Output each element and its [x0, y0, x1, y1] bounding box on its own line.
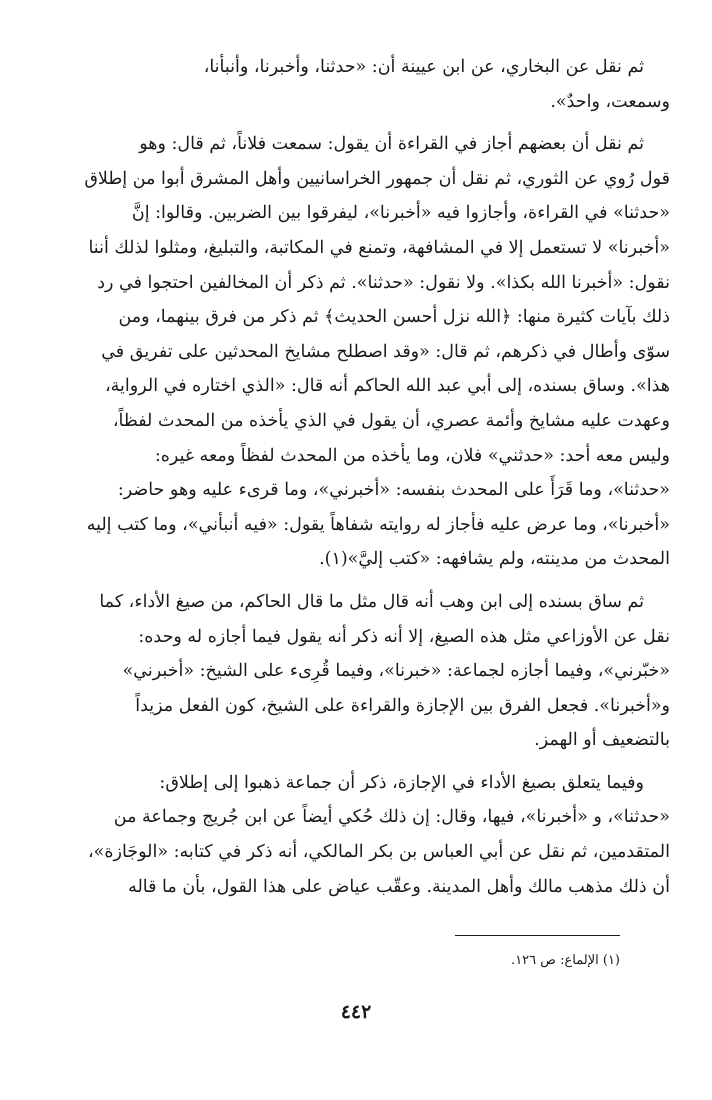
text-line: بالتضعيف أو الهمز. — [534, 730, 670, 751]
text-line: ثم نقل أن بعضهم أجاز في القراءة أن يقول: سمعت فلاناً، ثم قال: وهو — [139, 134, 644, 155]
text-line: و«أخبرنا». فجعل الفرق بين الإجازة والقراءة على الشيخ، كون الفعل مزيداً — [135, 695, 670, 716]
footnote-divider — [455, 935, 620, 936]
text-line: «أخبرنا»، وما عرض عليه فأجاز له روايته شفاهاً يقول: «فيه أنبأني»، وما كتب إليه — [86, 514, 670, 535]
text-line: «حدثنا» في القراءة، وأجازوا فيه «أخبرنا»، ليفرقوا بين الضربين. وقالوا: إنَّ — [131, 203, 670, 224]
text-line: نقول: «أخبرنا الله بكذا». ولا نقول: «حدثنا». ثم ذكر أن المخالفين احتجوا في رد — [97, 272, 670, 293]
text-line: وفيما يتعلق بصيغ الأداء في الإجازة، ذكر أن جماعة ذهبوا إلى إطلاق: — [159, 772, 644, 793]
footnote: (١) الإلماع: ص ١٢٦. — [511, 953, 620, 968]
text-line: «حدثنا»، و «أخبرنا»، فيها، وقال: إن ذلك حُكي أيضاً عن ابن جُريج وجماعة من — [113, 807, 670, 828]
text-line: ذلك بآيات كثيرة منها: ﴿الله نزل أحسن الحديث﴾ ثم ذكر من فرق بينهما، ومن — [118, 307, 670, 328]
page-content — [45, 50, 670, 904]
text-line: المحدث من مدينته، ولم يشافهه: «كتب إليَّ»(١). — [319, 549, 670, 570]
text-line: وسمعت، واحدٌ». — [550, 91, 670, 112]
text-line: وليس معه أحد: «حدثني» فلان، وما يأخذه من المحدث لفظاً ومعه غيره: — [154, 445, 670, 466]
text-line: ثم ساق بسنده إلى ابن وهب أنه قال مثل ما قال الحاكم، من صيغ الأداء، كما — [99, 591, 644, 612]
text-line: «خبّرني»، وفيما أجازه لجماعة: «خبرنا»، وفيما قُرِىء على الشيخ: «أخبرني» — [122, 661, 670, 682]
text-line: «حدثنا»، وما قَرَأَ على المحدث بنفسه: «أخبرني»، وما قرىء عليه وهو حاضر: — [117, 480, 670, 501]
body-text — [45, 50, 670, 904]
text-line: أن ذلك مذهب مالك وأهل المدينة. وعقّب عياض على هذا القول، بأن ما قاله — [128, 876, 670, 897]
text-line: ثم نقل عن البخاري، عن ابن عيينة أن: «حدثنا، وأخبرنا، وأنبأنا، — [203, 57, 644, 77]
text-line: نقل عن الأوزاعي مثل هذه الصيغ، إلا أنه ذكر أنه يقول فيما أجازه له وحده: — [138, 626, 670, 647]
text-line: «أخبرنا» لا تستعمل إلا في المشافهة، وتمنع في المكاتبة، والتبليغ، ومثلوا لذلك أننا — [88, 237, 670, 258]
page-number: ٤٤٢ — [340, 1001, 372, 1023]
text-line: سوّى وأطال في ذكرهم، ثم قال: «وقد اصطلح مشايخ المحدثين على تفريق في — [101, 341, 670, 362]
text-line: وعهدت عليه مشايخ وأئمة عصري، أن يقول في الذي يأخذه من المحدث لفظاً، — [112, 410, 670, 431]
text-line: هذا». وساق بسنده، إلى أبي عبد الله الحاكم أنه قال: «الذي اختاره في الرواية، — [105, 376, 670, 397]
text-line: قول رُوي عن الثوري، ثم نقل أن جمهور الخراسانيين وأهل المشرق أبوا من إطلاق — [84, 168, 670, 189]
text-line: المتقدمين، ثم نقل عن أبي العباس بن بكر المالكي، أنه ذكر في كتابه: «الوجَازة»، — [87, 842, 670, 863]
